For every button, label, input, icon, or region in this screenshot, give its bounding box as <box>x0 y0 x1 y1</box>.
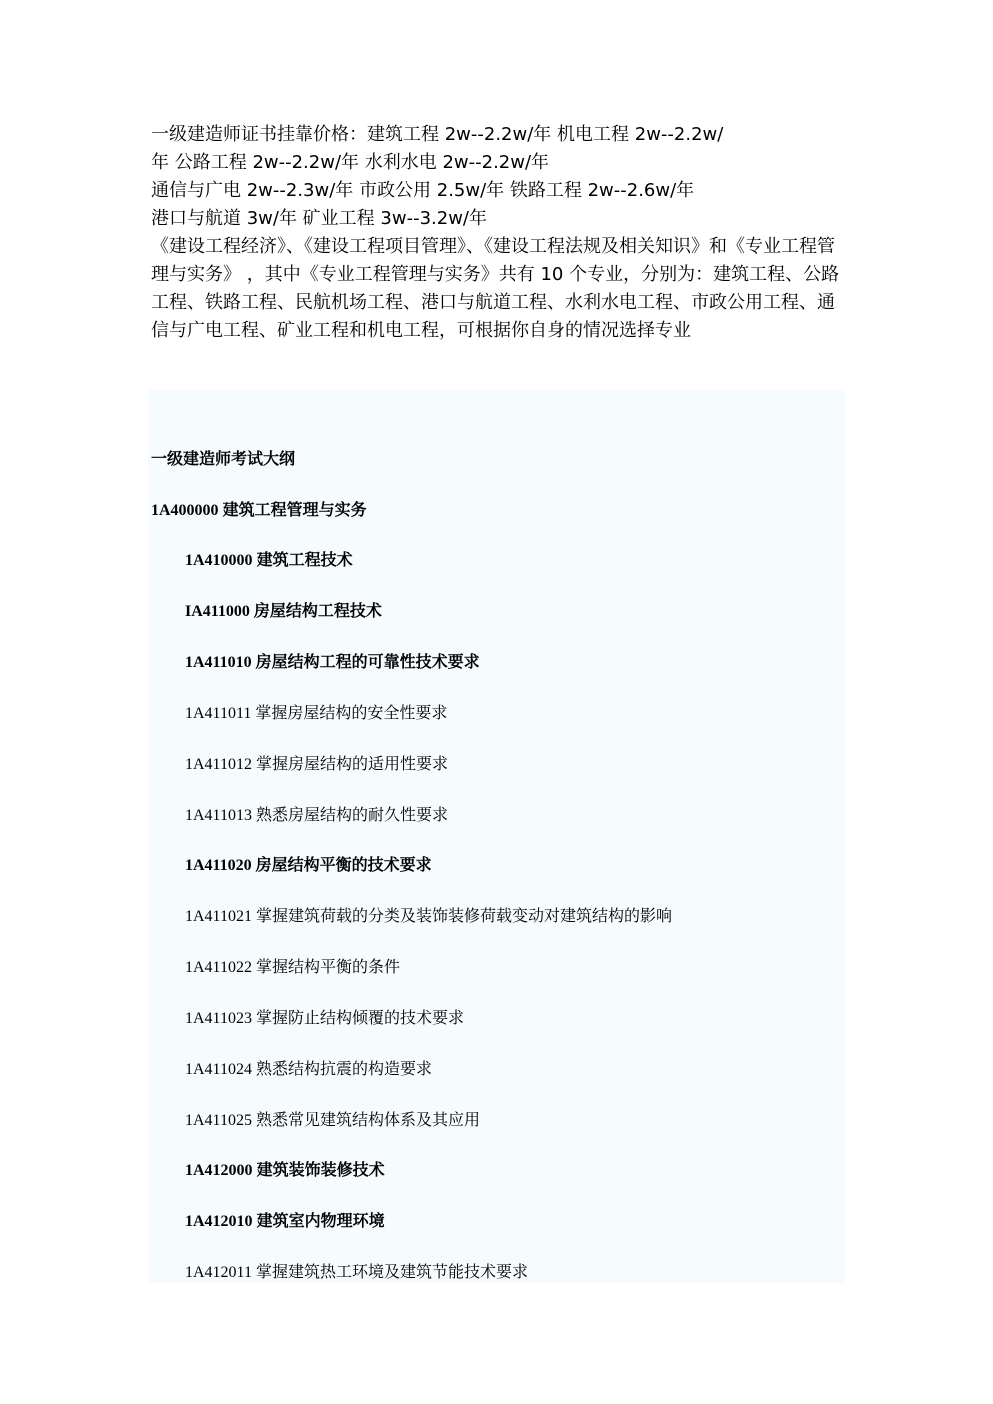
syllabus-title: 一级建造师考试大纲 <box>151 449 296 468</box>
price-line-4: 港口与航道 3w/年 矿业工程 3w--3.2w/年 <box>151 208 487 229</box>
syllabus-item: 1A411020 房屋结构平衡的技术要求 <box>185 855 432 874</box>
syllabus-item: 1A410000 建筑工程技术 <box>185 550 353 569</box>
syllabus-item: 1A411025 熟悉常见建筑结构体系及其应用 <box>185 1110 480 1129</box>
syllabus-item: 1A412000 建筑装饰装修技术 <box>185 1160 385 1179</box>
syllabus-item: 1A411012 掌握房屋结构的适用性要求 <box>185 754 448 773</box>
syllabus-item: 1A412010 建筑室内物理环境 <box>185 1211 385 1230</box>
intro-block <box>151 121 851 345</box>
syllabus-item: 1A400000 建筑工程管理与实务 <box>151 500 367 519</box>
syllabus-item: 1A411013 熟悉房屋结构的耐久性要求 <box>185 805 448 824</box>
price-line-1: 一级建造师证书挂靠价格：建筑工程 2w--2.2w/年 机电工程 2w--2.2w/ <box>151 124 724 145</box>
exam-subjects-paragraph: 《建设工程经济》、《建设工程项目管理》、《建设工程法规及相关知识》和《专业工程管理与实务》 ，其中《专业工程管理与实务》共有 10 个专业，分别为：建筑工程、公路工程、铁路工程、民航机场工程、港口与航道工程、水利水电工程、市政公用工程、通信与广电工程、矿业工程和机电工程，可根据你自身的情况选择专业 <box>151 236 840 341</box>
syllabus-item: 1A411021 掌握建筑荷载的分类及装饰装修荷载变动对建筑结构的影响 <box>185 906 672 925</box>
price-line-2: 年 公路工程 2w--2.2w/年 水利水电 2w--2.2w/年 <box>151 152 550 173</box>
syllabus-item: 1A411010 房屋结构工程的可靠性技术要求 <box>185 652 480 671</box>
syllabus-panel <box>148 390 845 1283</box>
syllabus-item: 1A411024 熟悉结构抗震的构造要求 <box>185 1059 432 1078</box>
syllabus-item: IA411000 房屋结构工程技术 <box>185 601 382 620</box>
price-line-3: 通信与广电 2w--2.3w/年 市政公用 2.5w/年 铁路工程 2w--2.6w/年 <box>151 180 695 201</box>
syllabus-item: 1A411011 掌握房屋结构的安全性要求 <box>185 703 448 722</box>
syllabus-item: 1A411023 掌握防止结构倾覆的技术要求 <box>185 1008 464 1027</box>
syllabus-item: 1A412011 掌握建筑热工环境及建筑节能技术要求 <box>185 1262 528 1281</box>
syllabus-item: 1A411022 掌握结构平衡的条件 <box>185 957 400 976</box>
